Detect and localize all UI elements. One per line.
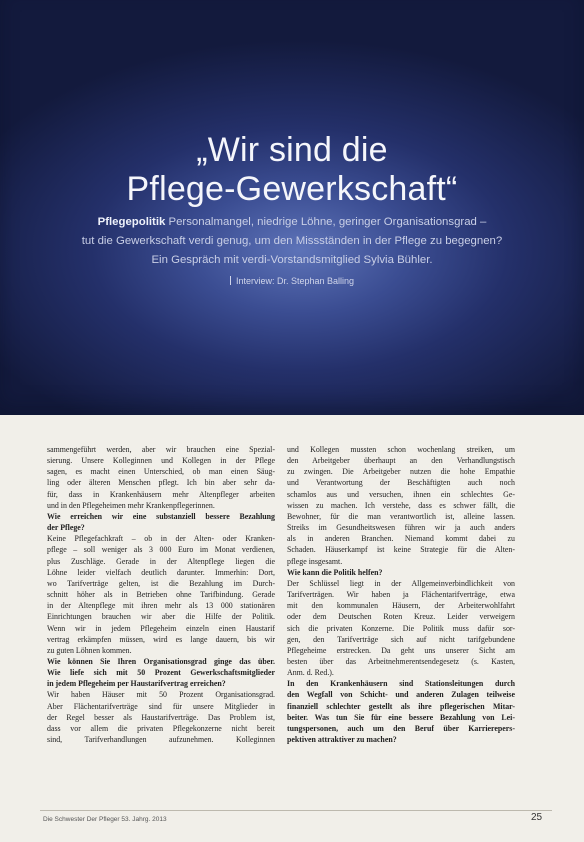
article-title-line-1: „Wir sind die [196, 131, 388, 169]
footer-rule [40, 810, 552, 811]
body-line: vertrag erkämpfen müssen, wird es lange dauern, bis wir [47, 634, 275, 644]
question-line: Wie können Sie Ihren Organisationsgrad ginge das über. [47, 656, 275, 666]
lead-line-2: tut die Gewerkschaft verdi genug, um den Missständen in der Pflege zu begegnen? [81, 235, 503, 247]
body-line: Streiks im Gesundheitswesen führen wir ja auch anders [287, 523, 515, 533]
body-line: zu zwingen. Die Arbeitgeber nutzen die hohe Empathie [287, 467, 515, 477]
question-line: finanziell schlechter gestellt als ihre pflegerischen Mitar- [287, 701, 515, 711]
question-line: tungspersonen, auch um den Beruf über Karrierepers- [287, 723, 515, 733]
article-title-line-2: Pflege-Gewerkschaft“ [126, 170, 458, 208]
body-line: Anm. d. Red.). [287, 668, 334, 678]
body-line: Wenn wir in jedem Pflegeheim einzeln einen Haustarif [47, 623, 275, 633]
question-line: in jedem Pflegeheim per Haustarifvertrag erreichen? [47, 679, 226, 689]
body-line: wo Tarifverträge gelten, ist die Bezahlung im Durch- [47, 578, 275, 588]
question-line: Wie liefe sich mit 50 Prozent Gewerkschaftsmitglieder [47, 668, 275, 678]
body-line: oder dem Deutschen Roten Kreuz. Leider verweigern [287, 612, 515, 622]
question-line: pektiven attraktiver zu machen? [287, 735, 397, 745]
body-line: besten über das Arbeitnehmerentsendegesetz (s. Kasten, [287, 656, 515, 666]
body-line: sammengeführt werden, aber wir brauchen eine Spezial- [47, 445, 275, 454]
body-line: sind, Tarifverhandlungen aufzunehmen. Kolleginnen [47, 735, 275, 745]
body-line: gen, den Tarifverträge sich auf nicht tarifgebundene [287, 634, 515, 644]
body-line: ling oder älteren Menschen pflegt. Ich bin aber sehr da- [47, 478, 275, 488]
body-line: pflege insgesamt. [287, 556, 343, 566]
body-line: dass vor allem die privaten Pflegekonzerne nicht bereit [47, 723, 275, 733]
body-line: schnitt höher als in Betrieben ohne Tarifbindung. Gerade [47, 590, 275, 600]
body-line: plus Zuschläge. Gerade in der Altenpflege liegen die [47, 556, 275, 566]
body-line: wissen zu machen. Ich verstehe, dass es schwer fällt, die [287, 500, 515, 510]
body-line: mit den kommunalen Häusern, der Arbeiterwohlfahrt [287, 601, 515, 611]
body-line: Bewohner, für die man verantwortlich ist, alleine lassen. [287, 511, 515, 521]
hero-banner [0, 0, 584, 415]
body-line: zu guten Löhnen kommen. [47, 645, 132, 655]
body-line: Keine Pflegefachkraft – ob in der Alten- oder Kranken- [47, 534, 275, 544]
byline-text: Interview: Dr. Stephan Balling [235, 276, 355, 286]
question-line: Wie kann die Politik helfen? [287, 567, 383, 577]
lead-line-1 [30, 213, 554, 232]
left-column [47, 444, 275, 745]
body-line: den Arbeitgeber überhaupt an den Verhandlungstisch [287, 456, 515, 466]
body-line: sich die privaten Konzerne. Die Politik muss dafür sor- [287, 623, 515, 633]
body-line: Einrichtungen brauchen wir aber die Hilfe der Politik. [47, 612, 275, 622]
question-line: Wie erreichen wir eine substanziell bessere Bezahlung [47, 511, 275, 521]
body-line: als in anderen Branchen. Niemand kommt dabei zu [287, 534, 515, 544]
footer-journal: Die Schwester Der Pfleger 53. Jahrg. 2013 [43, 816, 167, 823]
body-line: und Verantwortung der Beschäftigten auch noch [287, 478, 515, 488]
body-line: für, dass in Krankenhäusern mehr Altenpfleger arbeiten [47, 489, 275, 499]
question-line: der Pflege? [47, 523, 85, 533]
question-line: beiter. Was tun Sie für eine bessere Bezahlung von Lei- [287, 712, 515, 722]
lead-kicker: Pflegepolitik [97, 216, 166, 228]
question-line: In den Krankenhäusern sind Stationsleitungen durch [287, 679, 515, 689]
lead-text-1: Personalmangel, niedrige Löhne, geringer Organisationsgrad – [168, 216, 487, 228]
body-line: Löhne leider vielfach deutlich darunter. Immerhin: Dort, [47, 567, 275, 577]
body-line: sierung. Unsere Kolleginnen und Kollegen in der Pflege [47, 456, 275, 466]
body-line: Schaden. Häuserkampf ist keine Strategie für die Alten- [287, 545, 515, 555]
body-line: und Kollegen mussten schon wochenlang streiken, um [287, 445, 515, 454]
body-line: Der Schlüssel liegt in der Allgemeinverbindlichkeit von [287, 578, 515, 588]
right-column [287, 444, 515, 745]
byline-bar [230, 276, 231, 285]
byline [0, 276, 584, 286]
lead-line-3: Ein Gespräch mit verdi-Vorstandsmitglied Sylvia Bühler. [151, 254, 433, 266]
question-line: den Wegfall von Schicht- und anderen Zulagen teilweise [287, 690, 515, 700]
page-number: 25 [531, 812, 543, 823]
body-line: Tarifverträgen. Wir haben ja Flächentarifverträge, etwa [287, 590, 515, 600]
body-line: Wir haben Häuser mit 50 Prozent Organisationsgrad. [47, 690, 275, 700]
body-line: der Regel besser als Haustarifverträge. Das Problem ist, [47, 712, 275, 722]
body-line: pflege – soll weniger als 3 000 Euro im Monat verdienen, [47, 545, 275, 555]
body-line: und in den Pflegeheimen mehr Krankenpflegerinnen. [47, 500, 215, 510]
body-line: Pflegeheime erstrecken. Da geht uns unserer Sicht am [287, 645, 515, 655]
body-line: schamlos aus und versuchen, ihnen ein schlechtes Ge- [287, 489, 515, 499]
body-line: Aber Flächentarifverträge sind für unsere Mitglieder in [47, 701, 275, 711]
body-line: in der Altenpflege mit ihren mehr als 13 000 stationären [47, 601, 275, 611]
body-line: sagen, es macht einen Unterschied, ob man einen Säug- [47, 467, 275, 477]
